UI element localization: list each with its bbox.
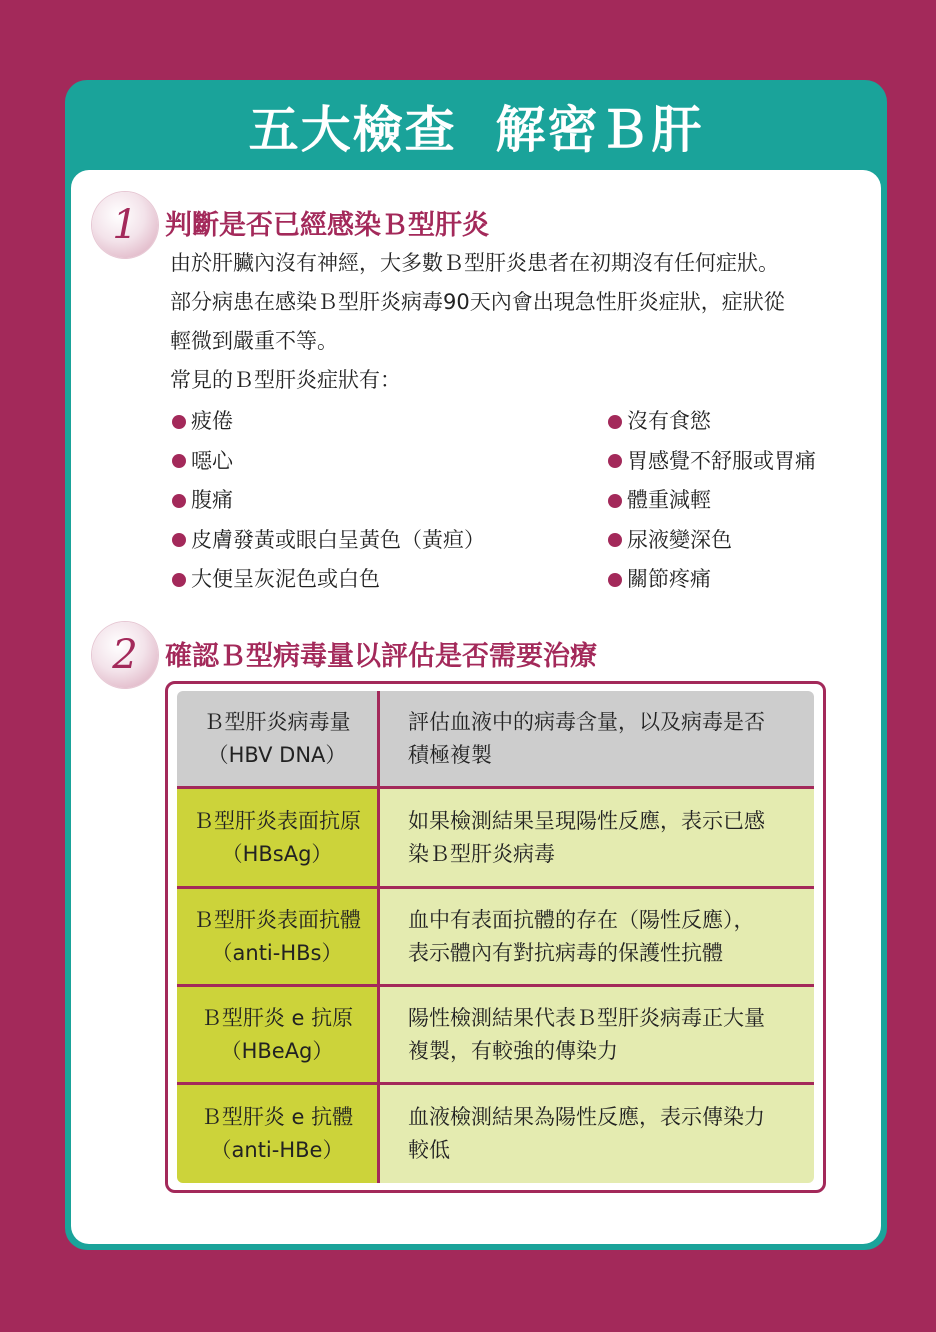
table-cell-description: 如果檢測結果呈現陽性反應，表示已感 染Ｂ型肝炎病毒 — [380, 789, 814, 886]
paragraph-line: 常見的Ｂ型肝炎症狀有： — [170, 368, 401, 392]
symptom-list-right — [608, 402, 936, 600]
list-item: 尿液變深色 — [608, 521, 936, 561]
bullet-dot-icon — [172, 415, 186, 429]
section-1-paragraph — [170, 244, 850, 400]
table-cell-test-name: Ｂ型肝炎表面抗原 （HBsAg） — [177, 789, 380, 886]
bullet-dot-icon — [608, 415, 622, 429]
table-cell-description: 血中有表面抗體的存在（陽性反應）， 表示體內有對抗病毒的保護性抗體 — [380, 889, 814, 984]
list-item: 胃感覺不舒服或胃痛 — [608, 442, 936, 482]
list-item: 關節疼痛 — [608, 560, 936, 600]
bullet-dot-icon — [608, 573, 622, 587]
bullet-dot-icon — [172, 454, 186, 468]
bullet-dot-icon — [172, 573, 186, 587]
table-row — [177, 984, 814, 1082]
table-cell-test-name: Ｂ型肝炎 e 抗體 （anti-HBe） — [177, 1085, 380, 1183]
list-item: 噁心 — [172, 442, 532, 482]
table-cell-description: 陽性檢測結果代表Ｂ型肝炎病毒正大量 複製，有較強的傳染力 — [380, 987, 814, 1082]
list-item: 腹痛 — [172, 481, 532, 521]
table-row — [177, 886, 814, 984]
bullet-dot-icon — [172, 533, 186, 547]
table-cell-description: 血液檢測結果為陽性反應，表示傳染力 較低 — [380, 1085, 814, 1183]
list-item: 大便呈灰泥色或白色 — [172, 560, 532, 600]
list-item: 皮膚發黃或眼白呈黃色（黃疸） — [172, 521, 532, 561]
bullet-dot-icon — [608, 454, 622, 468]
paragraph-line: 由於肝臟內沒有神經，大多數Ｂ型肝炎患者在初期沒有任何症狀。 — [170, 251, 779, 275]
table-row — [177, 691, 814, 786]
table-row — [177, 1082, 814, 1183]
symptom-list-left — [172, 402, 532, 600]
table-cell-test-name: Ｂ型肝炎表面抗體 （anti-HBs） — [177, 889, 380, 984]
list-item: 體重減輕 — [608, 481, 936, 521]
bullet-dot-icon — [172, 494, 186, 508]
list-item: 疲倦 — [172, 402, 532, 442]
list-item: 沒有食慾 — [608, 402, 936, 442]
section-2-number-badge: 2 — [92, 622, 158, 688]
page-title: 五大檢查 解密Ｂ肝 — [248, 101, 704, 159]
test-table-frame — [165, 681, 826, 1193]
test-table — [177, 691, 814, 1183]
section-2-heading: 確認Ｂ型病毒量以評估是否需要治療 — [165, 641, 597, 672]
bullet-dot-icon — [608, 533, 622, 547]
table-cell-test-name: Ｂ型肝炎病毒量 （HBV DNA） — [177, 691, 380, 786]
table-cell-test-name: Ｂ型肝炎 e 抗原 （HBeAg） — [177, 987, 380, 1082]
section-1-number-badge: 1 — [92, 192, 158, 258]
paragraph-line: 部分病患在感染Ｂ型肝炎病毒90天內會出現急性肝炎症狀，症狀從 — [170, 290, 785, 314]
bullet-dot-icon — [608, 494, 622, 508]
section-1-heading: 判斷是否已經感染Ｂ型肝炎 — [165, 210, 489, 241]
table-cell-description: 評估血液中的病毒含量，以及病毒是否 積極複製 — [408, 709, 765, 767]
table-row — [177, 786, 814, 886]
paragraph-line: 輕微到嚴重不等。 — [170, 329, 338, 353]
